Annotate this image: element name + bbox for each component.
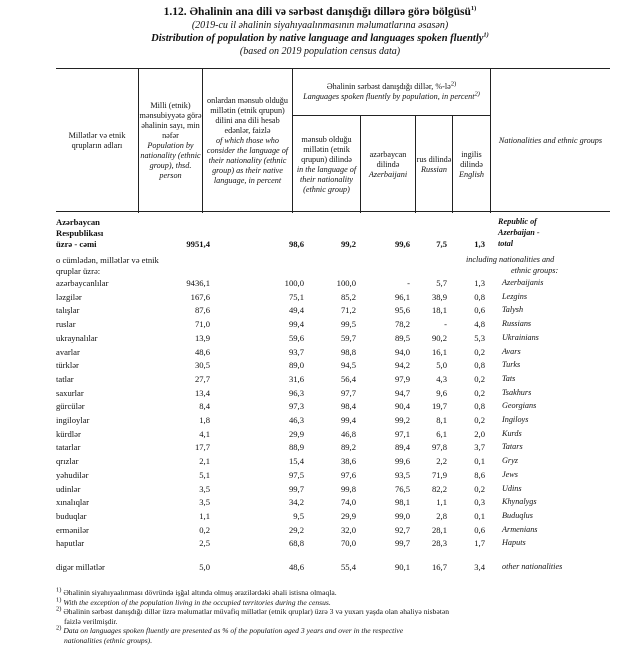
row-value-v1: 27,7 (194, 373, 210, 384)
row-name-en: Ingiloys (502, 415, 529, 424)
row-value-v4: 89,5 (394, 332, 410, 343)
row-name-az: saxurlar (56, 387, 84, 398)
row-name-az: talışlar (56, 305, 80, 316)
table-row (56, 441, 610, 453)
row-name-az: udinlər (56, 483, 81, 494)
row-value-v2: 29,9 (288, 428, 304, 439)
row-value-v4: 94,7 (394, 387, 410, 398)
row-value-v6: 1,3 (474, 278, 485, 288)
row-value-v3: 32,0 (340, 524, 356, 535)
footnote-2-en-cont: nationalities (ethnic groups). (64, 635, 153, 645)
row-value-v4: 90,4 (394, 401, 410, 412)
other-nationalities-row: digər millətlər 5,0 48,6 55,4 90,1 16,7 3,4 other nationalities (56, 562, 563, 572)
row-value-v1: 87,6 (194, 305, 210, 316)
row-value-v6: 0,8 (474, 291, 485, 302)
row-name-az: yəhudilər (56, 469, 89, 480)
row-value-v4: 89,4 (394, 442, 410, 453)
total-russian: 7,5 (436, 239, 447, 249)
table-row (56, 496, 610, 508)
row-value-v3: 74,0 (340, 497, 356, 508)
row-value-v1: 2,5 (199, 538, 210, 549)
row-name-en: Turks (502, 360, 521, 370)
row-value-v5: 18,1 (431, 305, 447, 316)
row-value-v3: 94,5 (340, 360, 356, 371)
row-name-az: kürdlər (56, 428, 81, 439)
row-name-en: Gryz (502, 456, 518, 466)
row-name-en: Jews (502, 469, 518, 479)
row-name-az: azərbaycanlılar (56, 278, 109, 288)
table-row (56, 332, 610, 344)
row-name-az: avarlar (56, 346, 80, 357)
row-value-v6: 0,2 (474, 483, 485, 494)
row-name-en: Russians (502, 319, 532, 329)
row-value-v6: 3,7 (474, 442, 485, 453)
row-name-az: xınalıqlar (56, 497, 89, 508)
row-value-v5: 6,1 (436, 428, 447, 439)
table-header (56, 68, 610, 212)
row-value-v3: 98,8 (340, 346, 356, 357)
table-title-az: 1.12. Əhalinin ana dili və sərbəst danışdığı dillərə görə bölgüsü$^{1)}$ (163, 5, 477, 18)
table-row (56, 428, 610, 440)
row-value-v1: 13,9 (194, 332, 210, 343)
row-value-v6: 4,8 (474, 319, 485, 330)
row-value-v5: 9,6 (436, 387, 447, 398)
header-languages-group: Əhalinin sərbəst danışdığı dillər, %-lə$^{2)}$ Languages spoken fluently by population, in percent$^{2)}$ (303, 80, 480, 101)
row-name-az: tatlar (56, 373, 74, 384)
row-value-v1: 167,6 (190, 291, 210, 302)
row-value-v2: 88,9 (288, 442, 304, 453)
row-value-v6: 0,2 (474, 373, 485, 384)
row-value-v5: - (444, 319, 447, 330)
row-value-v3: 56,4 (340, 373, 356, 384)
row-value-v6: 0,1 (474, 510, 485, 521)
row-value-v5: 82,2 (431, 483, 447, 494)
row-value-v2: 93,7 (288, 346, 304, 357)
including-row: o cümlədən, millətlər və etnik including nationalities and (56, 255, 555, 265)
row-name-en: Avars (502, 346, 521, 356)
row-value-v1: 1,1 (199, 510, 210, 521)
row-value-v2: 59,6 (288, 332, 304, 343)
row-value-v5: 4,3 (436, 373, 447, 384)
total-own-language: 99,2 (340, 239, 356, 249)
row-value-v1: 9436,1 (186, 278, 210, 288)
row-value-v4: 99,2 (394, 415, 410, 425)
row-name-az: tatarlar (56, 442, 81, 453)
header-own-language-col: mənsub olduğu millətin (etnik qrupun) dilində in the language of their nationality (ethnic group) (296, 134, 357, 194)
row-value-v2: 99,4 (288, 319, 304, 330)
table-row (56, 414, 610, 426)
header-russian-col: rus dilində Russian (416, 154, 452, 174)
row-value-v4: 99,0 (394, 510, 410, 521)
table-row (56, 304, 610, 316)
row-value-v5: 28,1 (431, 524, 447, 535)
row-value-v5: 5,0 (436, 360, 447, 371)
row-value-v6: 0,2 (474, 387, 485, 398)
row-value-v4: 76,5 (394, 483, 410, 494)
row-value-v4: 98,1 (394, 497, 410, 508)
row-value-v3: 59,7 (340, 332, 356, 343)
row-value-v2: 99,7 (288, 483, 304, 494)
row-value-v5: 38,9 (431, 291, 447, 302)
row-value-v4: 94,2 (394, 360, 410, 371)
row-value-v4: 92,7 (394, 524, 410, 535)
row-name-en: Ukrainians (502, 332, 539, 342)
row-value-v3: 97,7 (340, 387, 356, 398)
row-value-v6: 0,1 (474, 456, 485, 467)
row-name-az: qrızlar (56, 456, 79, 467)
row-value-v5: 71,9 (431, 469, 447, 480)
row-value-v3: 89,2 (340, 442, 356, 453)
header-nationality-col: Millətlər və etnik qrupların adları (68, 131, 126, 150)
row-value-v4: 93,5 (394, 469, 410, 480)
total-name-en-3: total (498, 239, 514, 248)
row-value-v6: 5,3 (474, 332, 485, 343)
footnote-2-en: $^{2)}$ Data on languages spoken fluently are presented as % of the population aged 3 years and over in the respective (56, 624, 404, 636)
header-native-language-col: onlardan mənsub olduğu millətin (etnik qrupun) dilini ana dili hesab edənlər, faizlə of which those who consider the language of their nationality (ethnic group) as their native language, in percent (206, 96, 289, 185)
row-name-en: Azerbaijanis (502, 278, 544, 287)
row-value-v2: 97,5 (288, 469, 304, 480)
table-row (56, 400, 610, 412)
row-value-v4: 96,1 (394, 291, 410, 302)
row-value-v4: - (407, 278, 410, 288)
row-value-v1: 30,5 (194, 360, 210, 371)
row-name-az: haputlar (56, 538, 85, 549)
row-value-v3: 85,2 (340, 291, 356, 302)
row-value-v4: 95,6 (394, 305, 410, 316)
row-value-v6: 0,6 (474, 305, 485, 316)
row-value-v3: 97,6 (340, 469, 356, 480)
row-value-v1: 48,6 (194, 346, 210, 357)
row-value-v3: 70,0 (340, 538, 356, 549)
total-name-en-2: Azerbaijan - (498, 228, 540, 237)
row-value-v6: 0,6 (474, 524, 485, 535)
row-name-en: Udins (502, 483, 522, 493)
table-subtitle-en: (based on 2019 population census data) (239, 46, 401, 57)
row-value-v3: 99,4 (340, 415, 356, 425)
row-name-en: Armenians (502, 524, 538, 534)
row-value-v1: 1,8 (199, 415, 210, 425)
row-value-v4: 99,6 (394, 456, 410, 467)
statistics-page: 1.12. Əhalinin ana dili və sərbəst danışdığı dillərə görə bölgüsü$^{1)}$ (2019-cu il əhalinin siyahıyaalınmasının məlumatlarına əsasən) Distribution of population by native language and languages spoken fluently$^{1)}$ (based on 2019 population census data) Millətlər və etnik qrupların adları Milli (etnik) mənsubiyyətə görə əhalinin sayı, min nəfər Population by nationality (ethnic group), thsd. person onlardan mənsub olduğu millətin (etnik qrupun) dilini ana dili hesab edənlər, faizlə of which those who consider the language of their nationality (ethnic group) as their native language, in percent Əhalinin sərbəst danışdığı dillər, %-lə$^{2)}$ Languages spoken fluently by population, in percent$^{2)}$ mənsub olduğu millətin (etnik qrupun) dilində in the language of their nationality (ethnic group) azərbaycan dilində Azerbaijani rus dilində Russian ingilis dilində English Nationalities and ethnic groups Azərbaycan Republic of Respublikası Azerbaijan - üzrə - cəmi 9951,4 98,6 99,2 99,6 7,5 1,3 total o cümlədən, millətlər və etnik including nationalities and qruplar üzrə: ethnic groups: azərbaycanlılar 9436,1 100,0 100,0 - 5,7 1,3 Azerbaijanis ləzgilər 167,6 75,1 85,2 96,1 38,9 0,8 Lezgins talışlar 87,6 49,4 71,2 95,6 18,1 0,6 Talysh ruslar 71,0 99,4 99,5 78,2 - 4,8 Russians ukraynalılar 13,9 59,6 59,7 89,5 90,2 5,3 Ukrainians avarlar 48,6 93,7 98,8 94,0 16,1 0,2 Avars türklər 30,5 89,0 94,5 94,2 5,0 0,8 Turks tatlar 27,7 31,6 56,4 97,9 4,3 0,2 Tats saxurlar 13,4 96,3 97,7 94,7 9,6 0,2 Tsakhurs gürcülər 8,4 97,3 98,4 90,4 19,7 0,8 Georgians ingiloylar 1,8 46,3 99,4 99,2 8,1 0,2 Ingiloys kürdlər 4,1 29,9 46,8 97,1 6,1 2,0 Kurds tatarlar 17,7 88,9 89,2 89,4 97,8 3,7 Tatars qrızlar 2,1 15,4 38,6 99,6 2,2 0,1 Gryz yəhudilər 5,1 97,5 97,6 93,5 71,9 8,6 Jews udinlər 3,5 99,7 99,8 76,5 82,2 0,2 Udins xınalıqlar 3,5 34,2 74,0 98,1 1,1 0,3 Khynalygs buduqlar 1,1 9,5 29,9 99,0 2,8 0,1 Buduqlus ermənilər 0,2 29,2 32,0 92,7 28,1 0,6 Armenians haputlar 2,5 68,8 70,0 99,7 28,3 1,7 Haputs digər millətlər 5,0 48,6 55,4 90,1 16,7 3,4 other nationalities $^{1)}$ Əhalinin siyahıyaalınması dövründə işğal altında olmuş ərazilərdəki əhali istisna olmaqla. $^{1)}$ With the exception of the population living in the occupied territories during the census. $^{2)}$ Əhalinin sərbəst danışdığı dillər üzrə məlumatlar müvafiq millətlər (etnik qruplar) üzrə 3 və yuxarı yaşda olan əhaliyə nisbətən faizlə verilmişdir. $^{2)}$ Data on languages spoken fluently are presented as % of the population aged 3 years and over in the respective nationalities (ethnic groups). (0, 0, 640, 652)
total-name-az-3: üzrə - cəmi (56, 239, 97, 249)
row-value-v5: 16,1 (431, 346, 447, 357)
row-value-v1: 5,1 (199, 469, 210, 480)
table-row (56, 318, 610, 330)
table-row (56, 373, 610, 385)
row-value-v4: 97,1 (394, 428, 410, 439)
total-azerbaijani: 99,6 (394, 239, 410, 249)
row-value-v3: 99,8 (340, 483, 356, 494)
row-name-en: Georgians (502, 401, 537, 411)
row-value-v2: 9,5 (293, 510, 304, 521)
total-english: 1,3 (474, 239, 485, 249)
total-name-az-2: Respublikası (56, 228, 104, 238)
row-value-v1: 3,5 (199, 497, 210, 508)
footnote-1-en: $^{1)}$ With the exception of the population living in the occupied territories during the census. (56, 596, 331, 607)
row-value-v6: 0,8 (474, 401, 485, 412)
row-value-v1: 71,0 (194, 319, 210, 330)
table-subtitle-az: (2019-cu il əhalinin siyahıyaalınmasının məlumatlarına əsasən) (191, 20, 449, 31)
row-name-en: Haputs (502, 538, 526, 548)
row-value-v2: 96,3 (288, 387, 304, 398)
row-value-v4: 78,2 (394, 319, 410, 330)
row-value-v4: 97,9 (394, 373, 410, 384)
row-value-v3: 29,9 (340, 510, 356, 521)
row-value-v5: 2,8 (436, 510, 447, 521)
row-value-v3: 98,4 (340, 401, 356, 412)
row-value-v1: 8,4 (199, 401, 210, 412)
row-value-v2: 31,6 (288, 373, 304, 384)
header-azerbaijani-col: azərbaycan dilində Azerbaijani (368, 149, 408, 179)
row-value-v1: 13,4 (194, 387, 210, 398)
row-value-v2: 100,0 (284, 278, 304, 288)
table-row (56, 291, 610, 303)
row-value-v2: 29,2 (288, 524, 304, 535)
row-value-v5: 2,2 (436, 456, 447, 467)
row-value-v2: 97,3 (288, 401, 304, 412)
row-value-v4: 99,7 (394, 538, 410, 549)
row-name-en: Lezgins (502, 291, 528, 301)
row-name-az: ləzgilər (56, 291, 82, 302)
table-row (56, 387, 610, 399)
table-row (56, 510, 610, 522)
row-value-v6: 0,3 (474, 497, 485, 508)
row-value-v6: 1,7 (474, 538, 485, 549)
row-value-v2: 89,0 (288, 360, 304, 371)
table-title-block (0, 6, 640, 58)
row-value-v3: 100,0 (336, 278, 356, 288)
row-value-v6: 0,8 (474, 360, 485, 371)
row-name-az: gürcülər (56, 401, 85, 412)
footnote-1-az: $^{1)}$ Əhalinin siyahıyaalınması dövründə işğal altında olmuş ərazilərdəki əhali istisna olmaqla. (56, 586, 337, 597)
table-row (56, 277, 610, 289)
row-value-v5: 97,8 (431, 442, 447, 453)
row-name-en: Tsakhurs (502, 387, 532, 397)
row-value-v5: 19,7 (431, 401, 447, 412)
row-value-v5: 90,2 (431, 332, 447, 343)
row-value-v6: 0,2 (474, 346, 485, 357)
row-name-az: ingiloylar (56, 415, 90, 425)
row-value-v3: 99,5 (340, 319, 356, 330)
row-value-v1: 17,7 (194, 442, 210, 453)
row-value-v3: 46,8 (340, 428, 356, 439)
row-value-v1: 3,5 (199, 483, 210, 494)
row-value-v2: 68,8 (288, 538, 304, 549)
row-value-v6: 8,6 (474, 469, 485, 480)
footnote-2-az: $^{2)}$ Əhalinin sərbəst danışdığı dillər üzrə məlumatlar müvafiq millətlər (etnik qruplar) üzrə 3 və yuxarı yaşda olan əhaliyə nisbətən (56, 605, 450, 617)
row-value-v5: 28,3 (431, 538, 447, 549)
row-name-az: ermənilər (56, 524, 89, 535)
table-row (56, 346, 610, 358)
footnotes (56, 588, 616, 646)
row-value-v6: 2,0 (474, 428, 485, 439)
row-value-v5: 8,1 (436, 415, 447, 425)
footnote-2-az-cont: faizlə verilmişdir. (64, 616, 118, 626)
row-value-v1: 0,2 (199, 524, 210, 535)
row-value-v6: 0,2 (474, 415, 485, 425)
header-english-col: ingilis dilində English (458, 149, 485, 179)
header-population-col: Milli (etnik) mənsubiyyətə görə əhalinin sayı, min nəfər Population by nationality (ethnic group), thsd. person (139, 101, 202, 180)
row-name-az: ruslar (56, 319, 76, 330)
total-native: 98,6 (288, 239, 304, 249)
row-value-v2: 49,4 (288, 305, 304, 316)
row-name-en: Buduqlus (502, 510, 533, 520)
row-value-v2: 15,4 (288, 456, 304, 467)
table-title-en: Distribution of population by native language and languages spoken fluently$^{1)}$ (151, 31, 489, 44)
header-nationalities-en-col: Nationalities and ethnic groups (498, 136, 603, 145)
row-value-v5: 5,7 (436, 278, 447, 288)
table-row (56, 483, 610, 495)
row-value-v3: 38,6 (340, 456, 356, 467)
row-name-en: Khynalygs (502, 497, 537, 507)
table-row (56, 455, 610, 467)
row-name-az: ukraynalılar (56, 332, 98, 343)
total-name-en-1: Republic of (498, 217, 537, 226)
row-value-v2: 75,1 (288, 291, 304, 302)
table-row (56, 537, 610, 549)
row-name-az: türklər (56, 360, 79, 371)
row-value-v4: 94,0 (394, 346, 410, 357)
row-name-en: Talysh (502, 305, 524, 315)
row-name-en: Tatars (502, 442, 523, 452)
table-row (56, 359, 610, 371)
row-name-en: Tats (502, 373, 516, 383)
table-row (56, 469, 610, 481)
row-value-v2: 34,2 (288, 497, 304, 508)
row-value-v5: 1,1 (436, 497, 447, 508)
row-value-v1: 2,1 (199, 456, 210, 467)
total-name-az-1: Azərbaycan (56, 217, 100, 227)
total-population: 9951,4 (186, 239, 210, 249)
table-row (56, 524, 610, 536)
row-value-v3: 71,2 (340, 305, 356, 316)
row-value-v1: 4,1 (199, 428, 210, 439)
row-name-en: Kurds (502, 428, 522, 438)
row-value-v2: 46,3 (288, 415, 304, 425)
row-name-az: buduqlar (56, 510, 87, 521)
